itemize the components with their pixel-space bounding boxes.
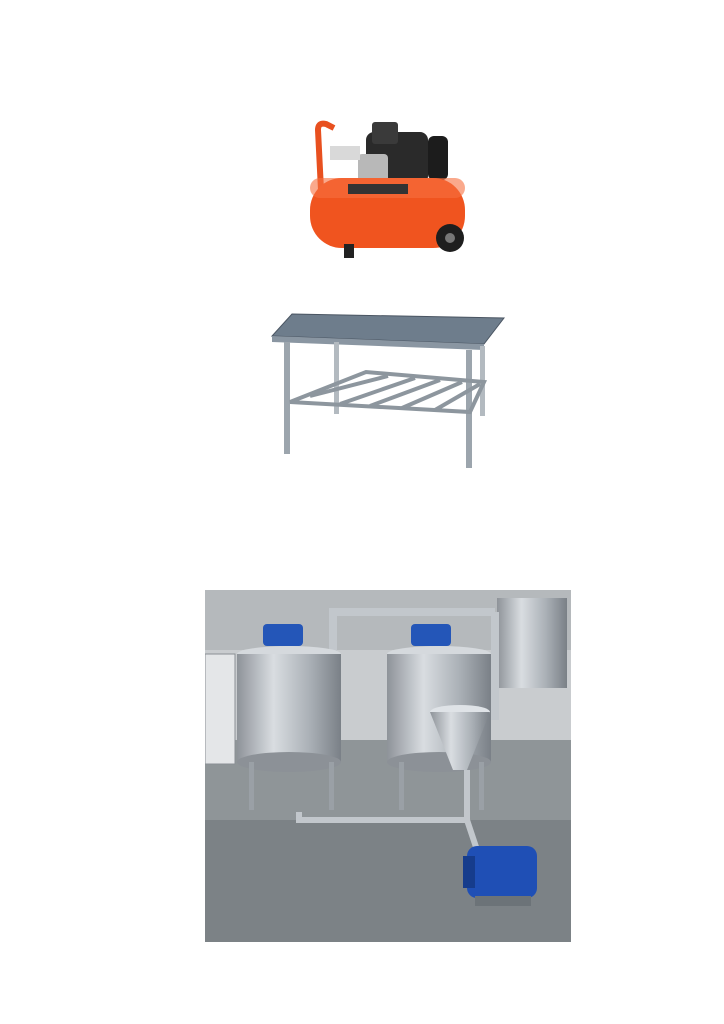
equipment-complex-photo bbox=[205, 590, 571, 942]
compressor-image bbox=[300, 118, 480, 263]
work-table-image bbox=[270, 306, 508, 472]
